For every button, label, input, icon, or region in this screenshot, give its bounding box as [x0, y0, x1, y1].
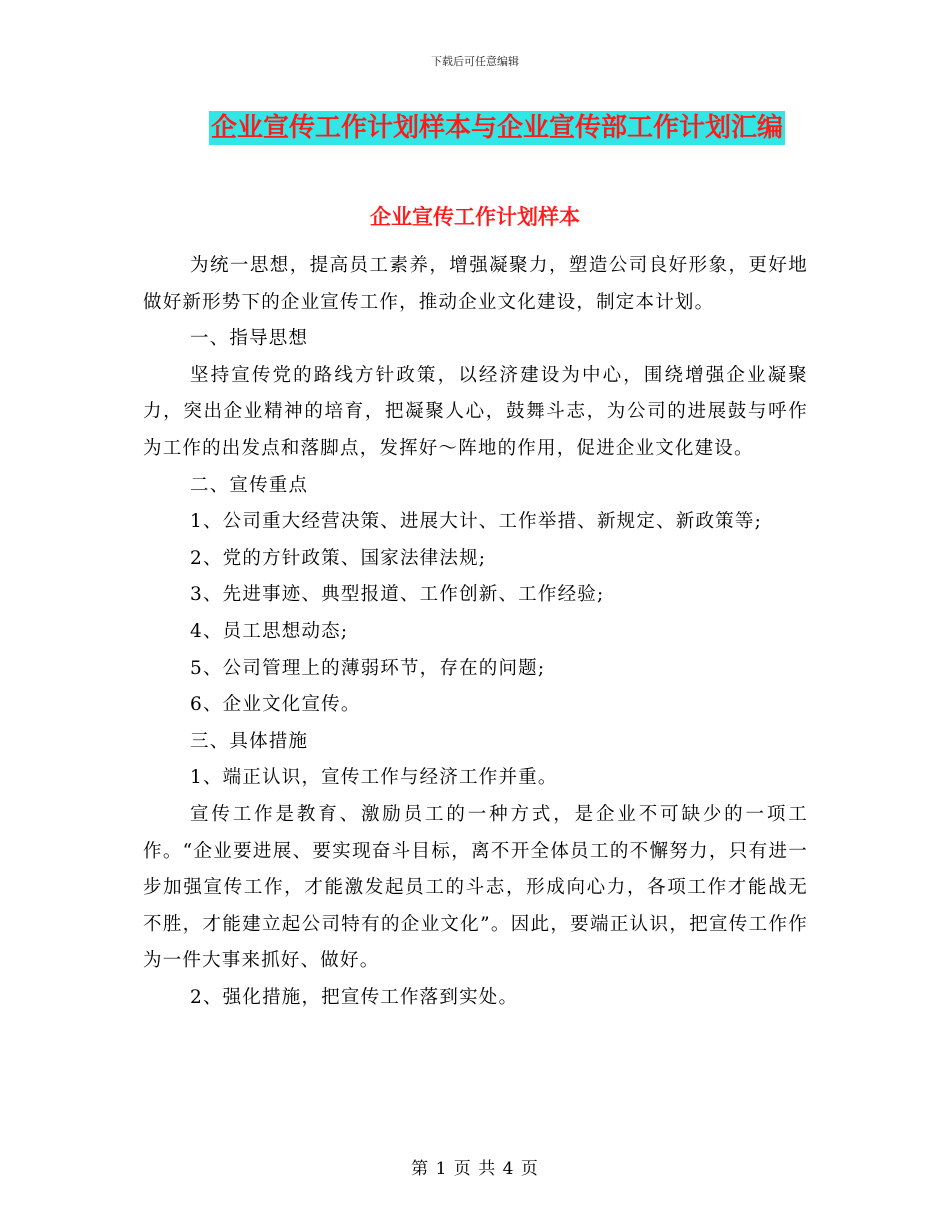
heading-guiding-thought: 一、指导思想: [190, 328, 309, 350]
heading-publicity-focus: 二、宣传重点: [190, 474, 309, 496]
list-item: 2、强化措施，把宣传工作落到实处。: [190, 986, 519, 1008]
paragraph-guiding-thought: 坚持宣传党的路线方针政策，以经济建设为中心，围绕增强企业凝聚力，突出企业精神的培育，把凝聚人心，鼓舞斗志，为公司的进展鼓与呼作为工作的出发点和落脚点，发挥好～阵地的作用，促进企业文化建设。: [143, 364, 808, 459]
list-item: 1、端正认识，宣传工作与经济工作并重。: [190, 767, 558, 789]
document-body: [143, 248, 808, 1016]
heading-specific-measures: 三、具体措施: [190, 730, 309, 752]
page-header-note: 下载后可任意编辑: [431, 55, 519, 68]
section-title: 企业宣传工作计划样本: [370, 205, 580, 229]
list-item: 2、党的方针政策、国家法律法规;: [190, 547, 487, 569]
paragraph-intro: 为统一思想，提高员工素养，增强凝聚力，塑造公司良好形象，更好地做好新形势下的企业宣传工作，推动企业文化建设，制定本计划。: [143, 255, 808, 313]
paragraph-measure-1: 宣传工作是教育、激励员工的一种方式，是企业不可缺少的一项工作。“企业要进展、要实现奋斗目标，离不开全体员工的不懈努力，只有进一步加强宣传工作，才能激发起员工的斗志，形成向心力，各项工作才能战无不胜，才能建立起公司特有的企业文化”。因此，要端正认识，把宣传工作作为一件大事来抓好、做好。: [143, 803, 808, 972]
list-item: 6、企业文化宣传。: [190, 694, 361, 716]
document-title: 企业宣传工作计划样本与企业宣传部工作计划汇编: [210, 113, 783, 143]
list-item: 3、先进事迹、典型报道、工作创新、工作经验;: [190, 584, 605, 606]
list-item: 4、员工思想动态;: [190, 620, 349, 642]
list-item: 5、公司管理上的薄弱环节，存在的问题;: [190, 657, 546, 679]
page-number: 第 1 页 共 4 页: [411, 1159, 539, 1179]
document-title-container: [0, 111, 950, 145]
list-item: 1、公司重大经营决策、进展大计、工作举措、新规定、新政策等;: [190, 511, 763, 533]
